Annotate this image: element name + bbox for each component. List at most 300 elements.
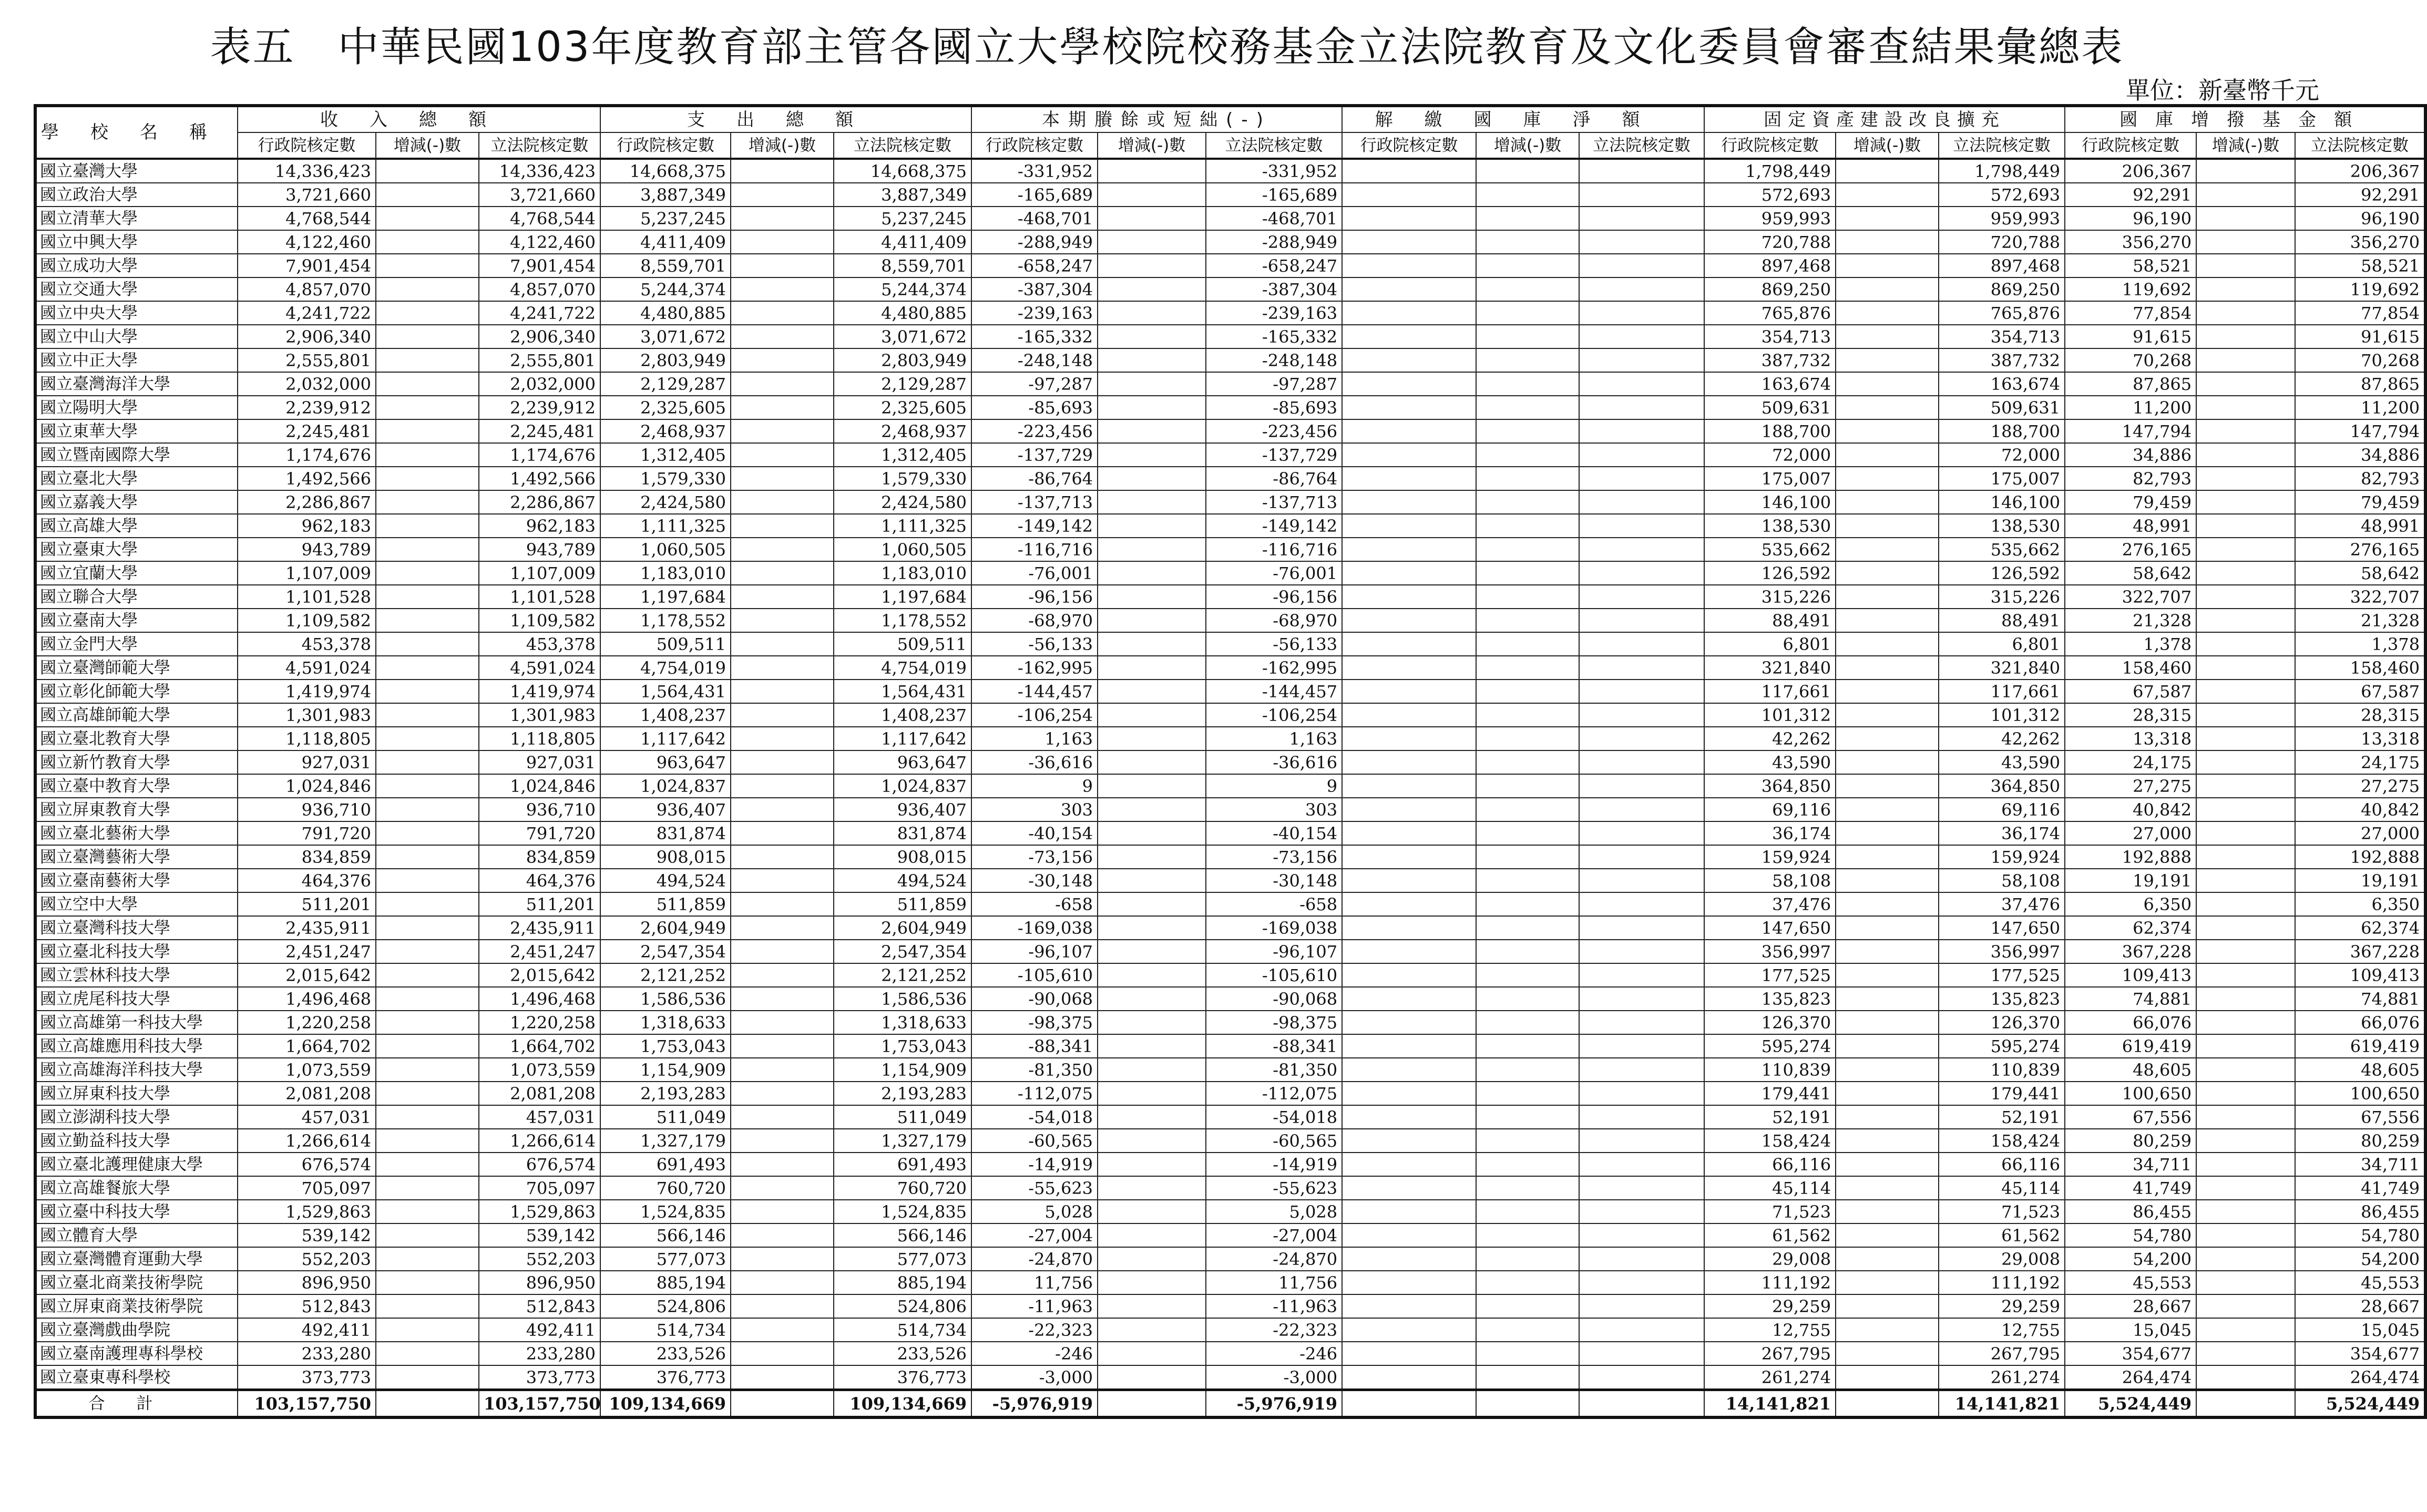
value-cell: 36,174 bbox=[1704, 821, 1836, 845]
value-cell bbox=[1098, 183, 1206, 207]
table-body bbox=[35, 159, 2425, 1417]
value-cell bbox=[1579, 798, 1704, 821]
value-cell bbox=[1836, 467, 1939, 490]
value-cell: 67,587 bbox=[2065, 680, 2196, 703]
value-cell: 1,529,863 bbox=[238, 1200, 376, 1223]
value-cell bbox=[1476, 183, 1579, 207]
value-cell: 2,435,911 bbox=[238, 916, 376, 940]
value-cell bbox=[1579, 396, 1704, 419]
value-cell bbox=[1836, 396, 1939, 419]
value-cell bbox=[1098, 727, 1206, 750]
value-cell: 14,668,375 bbox=[600, 159, 731, 183]
value-cell bbox=[1836, 1153, 1939, 1176]
value-cell bbox=[2196, 396, 2295, 419]
value-cell bbox=[1579, 207, 1704, 230]
value-cell: 96,190 bbox=[2295, 207, 2425, 230]
value-cell: 14,668,375 bbox=[834, 159, 971, 183]
value-cell: 2,129,287 bbox=[834, 372, 971, 396]
value-cell bbox=[1476, 561, 1579, 585]
value-cell bbox=[376, 183, 479, 207]
value-cell: 12,755 bbox=[1939, 1318, 2065, 1342]
value-cell: 1,197,684 bbox=[834, 585, 971, 609]
value-cell: -162,995 bbox=[971, 656, 1098, 680]
value-cell bbox=[2196, 490, 2295, 514]
value-cell: -144,457 bbox=[1206, 680, 1342, 703]
value-cell bbox=[1476, 680, 1579, 703]
value-cell: 760,720 bbox=[600, 1176, 731, 1200]
value-cell: 192,888 bbox=[2295, 845, 2425, 869]
value-cell: 67,587 bbox=[2295, 680, 2425, 703]
value-cell: 88,491 bbox=[1704, 609, 1836, 632]
value-cell: -27,004 bbox=[1206, 1223, 1342, 1247]
value-cell: -288,949 bbox=[971, 230, 1098, 254]
value-cell bbox=[1098, 348, 1206, 372]
value-cell bbox=[1098, 538, 1206, 561]
value-cell: 936,710 bbox=[479, 798, 600, 821]
value-cell bbox=[1476, 798, 1579, 821]
value-cell: 70,268 bbox=[2065, 348, 2196, 372]
value-cell: -149,142 bbox=[1206, 514, 1342, 538]
value-cell bbox=[1342, 396, 1476, 419]
header-sub-approved-executive: 行政院核定數 bbox=[1704, 132, 1836, 159]
value-cell: 101,312 bbox=[1704, 703, 1836, 727]
value-cell bbox=[1342, 750, 1476, 774]
value-cell: 2,015,642 bbox=[238, 963, 376, 987]
value-cell: 28,315 bbox=[2065, 703, 2196, 727]
value-cell bbox=[1836, 1129, 1939, 1153]
value-cell bbox=[1836, 1318, 1939, 1342]
value-cell: 86,455 bbox=[2065, 1200, 2196, 1223]
value-cell: 126,592 bbox=[1939, 561, 2065, 585]
value-cell: 5,244,374 bbox=[834, 277, 971, 301]
value-cell: 376,773 bbox=[834, 1365, 971, 1390]
value-cell: 179,441 bbox=[1939, 1082, 2065, 1105]
value-cell: 2,193,283 bbox=[834, 1082, 971, 1105]
value-cell: 4,768,544 bbox=[238, 207, 376, 230]
value-cell: 58,642 bbox=[2065, 561, 2196, 585]
value-cell: 69,116 bbox=[1704, 798, 1836, 821]
value-cell: 6,350 bbox=[2295, 892, 2425, 916]
value-cell: -76,001 bbox=[971, 561, 1098, 585]
value-cell: 264,474 bbox=[2065, 1365, 2196, 1390]
value-cell: 943,789 bbox=[479, 538, 600, 561]
value-cell: 831,874 bbox=[834, 821, 971, 845]
value-cell: 1,492,566 bbox=[238, 467, 376, 490]
value-cell: 58,108 bbox=[1939, 869, 2065, 892]
value-cell: 676,574 bbox=[238, 1153, 376, 1176]
value-cell bbox=[1476, 254, 1579, 277]
value-cell bbox=[1342, 892, 1476, 916]
value-cell: 705,097 bbox=[238, 1176, 376, 1200]
value-cell bbox=[376, 301, 479, 325]
value-cell: 40,842 bbox=[2295, 798, 2425, 821]
value-cell: 1,220,258 bbox=[479, 1011, 600, 1034]
value-cell bbox=[731, 277, 834, 301]
value-cell: -149,142 bbox=[971, 514, 1098, 538]
value-cell: 109,134,669 bbox=[600, 1390, 731, 1418]
value-cell bbox=[1836, 1058, 1939, 1082]
value-cell: 45,114 bbox=[1704, 1176, 1836, 1200]
value-cell bbox=[731, 892, 834, 916]
value-cell: 103,157,750 bbox=[238, 1390, 376, 1418]
table-row bbox=[35, 159, 2425, 183]
value-cell: 962,183 bbox=[238, 514, 376, 538]
value-cell bbox=[1342, 987, 1476, 1011]
value-cell: -223,456 bbox=[971, 419, 1098, 443]
value-cell: 1,197,684 bbox=[600, 585, 731, 609]
school-name: 國立臺灣藝術大學 bbox=[35, 845, 238, 869]
value-cell bbox=[1579, 254, 1704, 277]
value-cell bbox=[731, 1223, 834, 1247]
header-sub-adjustment: 增減(-)數 bbox=[1098, 132, 1206, 159]
school-name: 國立體育大學 bbox=[35, 1223, 238, 1247]
value-cell bbox=[1342, 916, 1476, 940]
value-cell: 720,788 bbox=[1939, 230, 2065, 254]
value-cell: -96,107 bbox=[1206, 940, 1342, 963]
header-group: 本期賸餘或短絀(-) bbox=[971, 106, 1342, 132]
value-cell: 315,226 bbox=[1939, 585, 2065, 609]
value-cell bbox=[1836, 230, 1939, 254]
value-cell: 1,154,909 bbox=[600, 1058, 731, 1082]
value-cell: 2,468,937 bbox=[834, 419, 971, 443]
value-cell: 511,201 bbox=[238, 892, 376, 916]
value-cell bbox=[1476, 1153, 1579, 1176]
value-cell: -96,156 bbox=[971, 585, 1098, 609]
value-cell: 34,886 bbox=[2065, 443, 2196, 467]
value-cell: 896,950 bbox=[479, 1271, 600, 1294]
value-cell: 1,073,559 bbox=[479, 1058, 600, 1082]
value-cell: -96,107 bbox=[971, 940, 1098, 963]
value-cell: 927,031 bbox=[479, 750, 600, 774]
value-cell: 4,411,409 bbox=[834, 230, 971, 254]
value-cell bbox=[2196, 1200, 2295, 1223]
table-row bbox=[35, 254, 2425, 277]
table-row bbox=[35, 656, 2425, 680]
value-cell: 27,000 bbox=[2065, 821, 2196, 845]
value-cell: -3,000 bbox=[971, 1365, 1098, 1390]
value-cell: -14,919 bbox=[971, 1153, 1098, 1176]
value-cell: 885,194 bbox=[834, 1271, 971, 1294]
value-cell: 552,203 bbox=[238, 1247, 376, 1271]
school-name: 國立陽明大學 bbox=[35, 396, 238, 419]
value-cell: 1,524,835 bbox=[834, 1200, 971, 1223]
value-cell bbox=[1098, 325, 1206, 348]
value-cell bbox=[1098, 277, 1206, 301]
value-cell: 2,032,000 bbox=[479, 372, 600, 396]
value-cell bbox=[731, 514, 834, 538]
value-cell: 27,000 bbox=[2295, 821, 2425, 845]
value-cell: 509,631 bbox=[1704, 396, 1836, 419]
value-cell: 86,455 bbox=[2295, 1200, 2425, 1223]
value-cell: 87,865 bbox=[2295, 372, 2425, 396]
value-cell: -137,713 bbox=[1206, 490, 1342, 514]
value-cell: 88,491 bbox=[1939, 609, 2065, 632]
value-cell: -36,616 bbox=[1206, 750, 1342, 774]
school-name: 國立臺北大學 bbox=[35, 467, 238, 490]
value-cell: 494,524 bbox=[834, 869, 971, 892]
value-cell: 4,241,722 bbox=[238, 301, 376, 325]
value-cell: 765,876 bbox=[1704, 301, 1836, 325]
value-cell: 52,191 bbox=[1704, 1105, 1836, 1129]
value-cell: -137,713 bbox=[971, 490, 1098, 514]
value-cell: 5,524,449 bbox=[2295, 1390, 2425, 1418]
value-cell: 464,376 bbox=[238, 869, 376, 892]
value-cell bbox=[2196, 703, 2295, 727]
school-name: 國立清華大學 bbox=[35, 207, 238, 230]
value-cell bbox=[731, 609, 834, 632]
value-cell: 175,007 bbox=[1939, 467, 2065, 490]
value-cell bbox=[2196, 325, 2295, 348]
value-cell bbox=[2196, 585, 2295, 609]
value-cell: -5,976,919 bbox=[1206, 1390, 1342, 1418]
value-cell bbox=[2196, 419, 2295, 443]
header-sub-approved-legislative: 立法院核定數 bbox=[834, 132, 971, 159]
value-cell: 3,071,672 bbox=[600, 325, 731, 348]
value-cell: 1,408,237 bbox=[600, 703, 731, 727]
value-cell: 4,857,070 bbox=[238, 277, 376, 301]
value-cell bbox=[1476, 585, 1579, 609]
value-cell bbox=[1098, 916, 1206, 940]
value-cell: 62,374 bbox=[2295, 916, 2425, 940]
value-cell bbox=[1579, 301, 1704, 325]
value-cell: 66,076 bbox=[2295, 1011, 2425, 1034]
value-cell bbox=[731, 183, 834, 207]
value-cell bbox=[1836, 1105, 1939, 1129]
value-cell bbox=[1836, 1082, 1939, 1105]
value-cell: 6,801 bbox=[1939, 632, 2065, 656]
table-row bbox=[35, 774, 2425, 798]
value-cell: 322,707 bbox=[2295, 585, 2425, 609]
value-cell: 119,692 bbox=[2065, 277, 2196, 301]
value-cell: 364,850 bbox=[1939, 774, 2065, 798]
value-cell: 2,555,801 bbox=[238, 348, 376, 372]
value-cell: 2,803,949 bbox=[600, 348, 731, 372]
value-cell bbox=[1476, 1129, 1579, 1153]
value-cell: 66,116 bbox=[1939, 1153, 2065, 1176]
value-cell: 9 bbox=[971, 774, 1098, 798]
value-cell: -85,693 bbox=[971, 396, 1098, 419]
value-cell bbox=[2196, 348, 2295, 372]
value-cell: 13,318 bbox=[2065, 727, 2196, 750]
table-row bbox=[35, 845, 2425, 869]
value-cell: -468,701 bbox=[1206, 207, 1342, 230]
value-cell bbox=[1098, 987, 1206, 1011]
value-cell: 28,315 bbox=[2295, 703, 2425, 727]
value-cell bbox=[1098, 207, 1206, 230]
value-cell: 1,178,552 bbox=[834, 609, 971, 632]
value-cell: 117,661 bbox=[1939, 680, 2065, 703]
value-cell: 535,662 bbox=[1704, 538, 1836, 561]
value-cell bbox=[731, 230, 834, 254]
value-cell bbox=[1098, 1034, 1206, 1058]
value-cell bbox=[1836, 963, 1939, 987]
value-cell: 29,008 bbox=[1939, 1247, 2065, 1271]
header-row-sub bbox=[35, 132, 2425, 159]
value-cell bbox=[1342, 963, 1476, 987]
value-cell bbox=[731, 1034, 834, 1058]
value-cell bbox=[1342, 159, 1476, 183]
value-cell: 126,370 bbox=[1939, 1011, 2065, 1034]
value-cell bbox=[1342, 656, 1476, 680]
table-row bbox=[35, 963, 2425, 987]
value-cell: 5,237,245 bbox=[600, 207, 731, 230]
value-cell bbox=[1342, 1200, 1476, 1223]
value-cell: -56,133 bbox=[1206, 632, 1342, 656]
table-row bbox=[35, 1105, 2425, 1129]
value-cell: 2,032,000 bbox=[238, 372, 376, 396]
value-cell: 2,803,949 bbox=[834, 348, 971, 372]
school-name: 國立臺北藝術大學 bbox=[35, 821, 238, 845]
table-row bbox=[35, 703, 2425, 727]
value-cell bbox=[731, 348, 834, 372]
value-cell: 5,028 bbox=[1206, 1200, 1342, 1223]
value-cell bbox=[1579, 1247, 1704, 1271]
value-cell: -162,995 bbox=[1206, 656, 1342, 680]
header-sub-approved-legislative: 立法院核定數 bbox=[1579, 132, 1704, 159]
value-cell: 1,060,505 bbox=[834, 538, 971, 561]
value-cell bbox=[731, 798, 834, 821]
value-cell: 1,024,837 bbox=[834, 774, 971, 798]
value-cell bbox=[1098, 419, 1206, 443]
value-cell: 539,142 bbox=[479, 1223, 600, 1247]
value-cell bbox=[731, 703, 834, 727]
value-cell bbox=[1342, 443, 1476, 467]
value-cell: 539,142 bbox=[238, 1223, 376, 1247]
value-cell: 453,378 bbox=[238, 632, 376, 656]
value-cell: -22,323 bbox=[971, 1318, 1098, 1342]
value-cell: 356,270 bbox=[2295, 230, 2425, 254]
value-cell bbox=[1476, 372, 1579, 396]
value-cell: 11,200 bbox=[2295, 396, 2425, 419]
value-cell: 15,045 bbox=[2295, 1318, 2425, 1342]
value-cell bbox=[1098, 1129, 1206, 1153]
value-cell bbox=[1342, 632, 1476, 656]
value-cell: 261,274 bbox=[1704, 1365, 1836, 1390]
school-name: 國立宜蘭大學 bbox=[35, 561, 238, 585]
value-cell bbox=[2196, 254, 2295, 277]
value-cell: 58,642 bbox=[2295, 561, 2425, 585]
value-cell bbox=[1836, 254, 1939, 277]
value-cell bbox=[1836, 727, 1939, 750]
value-cell bbox=[1342, 183, 1476, 207]
value-cell: 2,424,580 bbox=[834, 490, 971, 514]
value-cell bbox=[1836, 632, 1939, 656]
value-cell: 21,328 bbox=[2065, 609, 2196, 632]
value-cell bbox=[2196, 987, 2295, 1011]
table-row bbox=[35, 750, 2425, 774]
value-cell bbox=[1476, 750, 1579, 774]
table-row bbox=[35, 821, 2425, 845]
value-cell bbox=[1579, 609, 1704, 632]
value-cell: 511,201 bbox=[479, 892, 600, 916]
value-cell bbox=[1476, 301, 1579, 325]
value-cell: 322,707 bbox=[2065, 585, 2196, 609]
value-cell bbox=[1342, 1082, 1476, 1105]
value-cell bbox=[1579, 821, 1704, 845]
school-name: 國立空中大學 bbox=[35, 892, 238, 916]
value-cell: 524,806 bbox=[600, 1294, 731, 1318]
value-cell: 1,174,676 bbox=[238, 443, 376, 467]
value-cell bbox=[376, 254, 479, 277]
value-cell: 5,028 bbox=[971, 1200, 1098, 1223]
value-cell bbox=[1476, 348, 1579, 372]
header-group: 支出總額 bbox=[600, 106, 971, 132]
value-cell bbox=[1836, 561, 1939, 585]
value-cell: 58,521 bbox=[2065, 254, 2196, 277]
value-cell: 1,664,702 bbox=[238, 1034, 376, 1058]
value-cell bbox=[1342, 230, 1476, 254]
header-sub-approved-executive: 行政院核定數 bbox=[238, 132, 376, 159]
value-cell: 1,496,468 bbox=[479, 987, 600, 1011]
value-cell: 2,286,867 bbox=[238, 490, 376, 514]
value-cell: 1,107,009 bbox=[238, 561, 376, 585]
value-cell: 2,239,912 bbox=[479, 396, 600, 419]
value-cell bbox=[1098, 940, 1206, 963]
school-name: 國立成功大學 bbox=[35, 254, 238, 277]
header-sub-approved-executive: 行政院核定數 bbox=[1342, 132, 1476, 159]
value-cell: 1,419,974 bbox=[238, 680, 376, 703]
value-cell bbox=[1476, 609, 1579, 632]
value-cell: 869,250 bbox=[1939, 277, 2065, 301]
value-cell: 91,615 bbox=[2065, 325, 2196, 348]
value-cell: 11,756 bbox=[971, 1271, 1098, 1294]
value-cell: 72,000 bbox=[1939, 443, 2065, 467]
value-cell bbox=[1098, 1058, 1206, 1082]
value-cell bbox=[2196, 916, 2295, 940]
value-cell: -22,323 bbox=[1206, 1318, 1342, 1342]
value-cell bbox=[1098, 609, 1206, 632]
value-cell: -3,000 bbox=[1206, 1365, 1342, 1390]
value-cell bbox=[1476, 1247, 1579, 1271]
value-cell: -165,332 bbox=[1206, 325, 1342, 348]
value-cell bbox=[1476, 892, 1579, 916]
value-cell: -90,068 bbox=[1206, 987, 1342, 1011]
value-cell bbox=[376, 656, 479, 680]
school-name: 國立屏東科技大學 bbox=[35, 1082, 238, 1105]
table-row bbox=[35, 680, 2425, 703]
value-cell: 4,754,019 bbox=[834, 656, 971, 680]
value-cell bbox=[2196, 443, 2295, 467]
school-name: 國立雲林科技大學 bbox=[35, 963, 238, 987]
value-cell: 11,200 bbox=[2065, 396, 2196, 419]
value-cell bbox=[731, 1105, 834, 1129]
value-cell: 1,109,582 bbox=[238, 609, 376, 632]
value-cell bbox=[376, 963, 479, 987]
value-cell: 14,336,423 bbox=[238, 159, 376, 183]
value-cell: 3,887,349 bbox=[600, 183, 731, 207]
value-cell bbox=[1579, 656, 1704, 680]
value-cell: 80,259 bbox=[2295, 1129, 2425, 1153]
value-cell bbox=[376, 680, 479, 703]
value-cell bbox=[1098, 680, 1206, 703]
value-cell bbox=[731, 963, 834, 987]
value-cell: 4,591,024 bbox=[479, 656, 600, 680]
value-cell bbox=[1476, 1223, 1579, 1247]
value-cell: 233,526 bbox=[600, 1342, 731, 1365]
value-cell bbox=[376, 821, 479, 845]
value-cell: 71,523 bbox=[1939, 1200, 2065, 1223]
value-cell: 963,647 bbox=[600, 750, 731, 774]
value-cell bbox=[731, 1082, 834, 1105]
value-cell bbox=[1579, 1390, 1704, 1418]
value-cell bbox=[1476, 821, 1579, 845]
value-cell bbox=[1342, 419, 1476, 443]
value-cell: -68,970 bbox=[1206, 609, 1342, 632]
value-cell: 1,318,633 bbox=[834, 1011, 971, 1034]
value-cell: 74,881 bbox=[2065, 987, 2196, 1011]
value-cell: 159,924 bbox=[1939, 845, 2065, 869]
value-cell bbox=[1579, 632, 1704, 656]
